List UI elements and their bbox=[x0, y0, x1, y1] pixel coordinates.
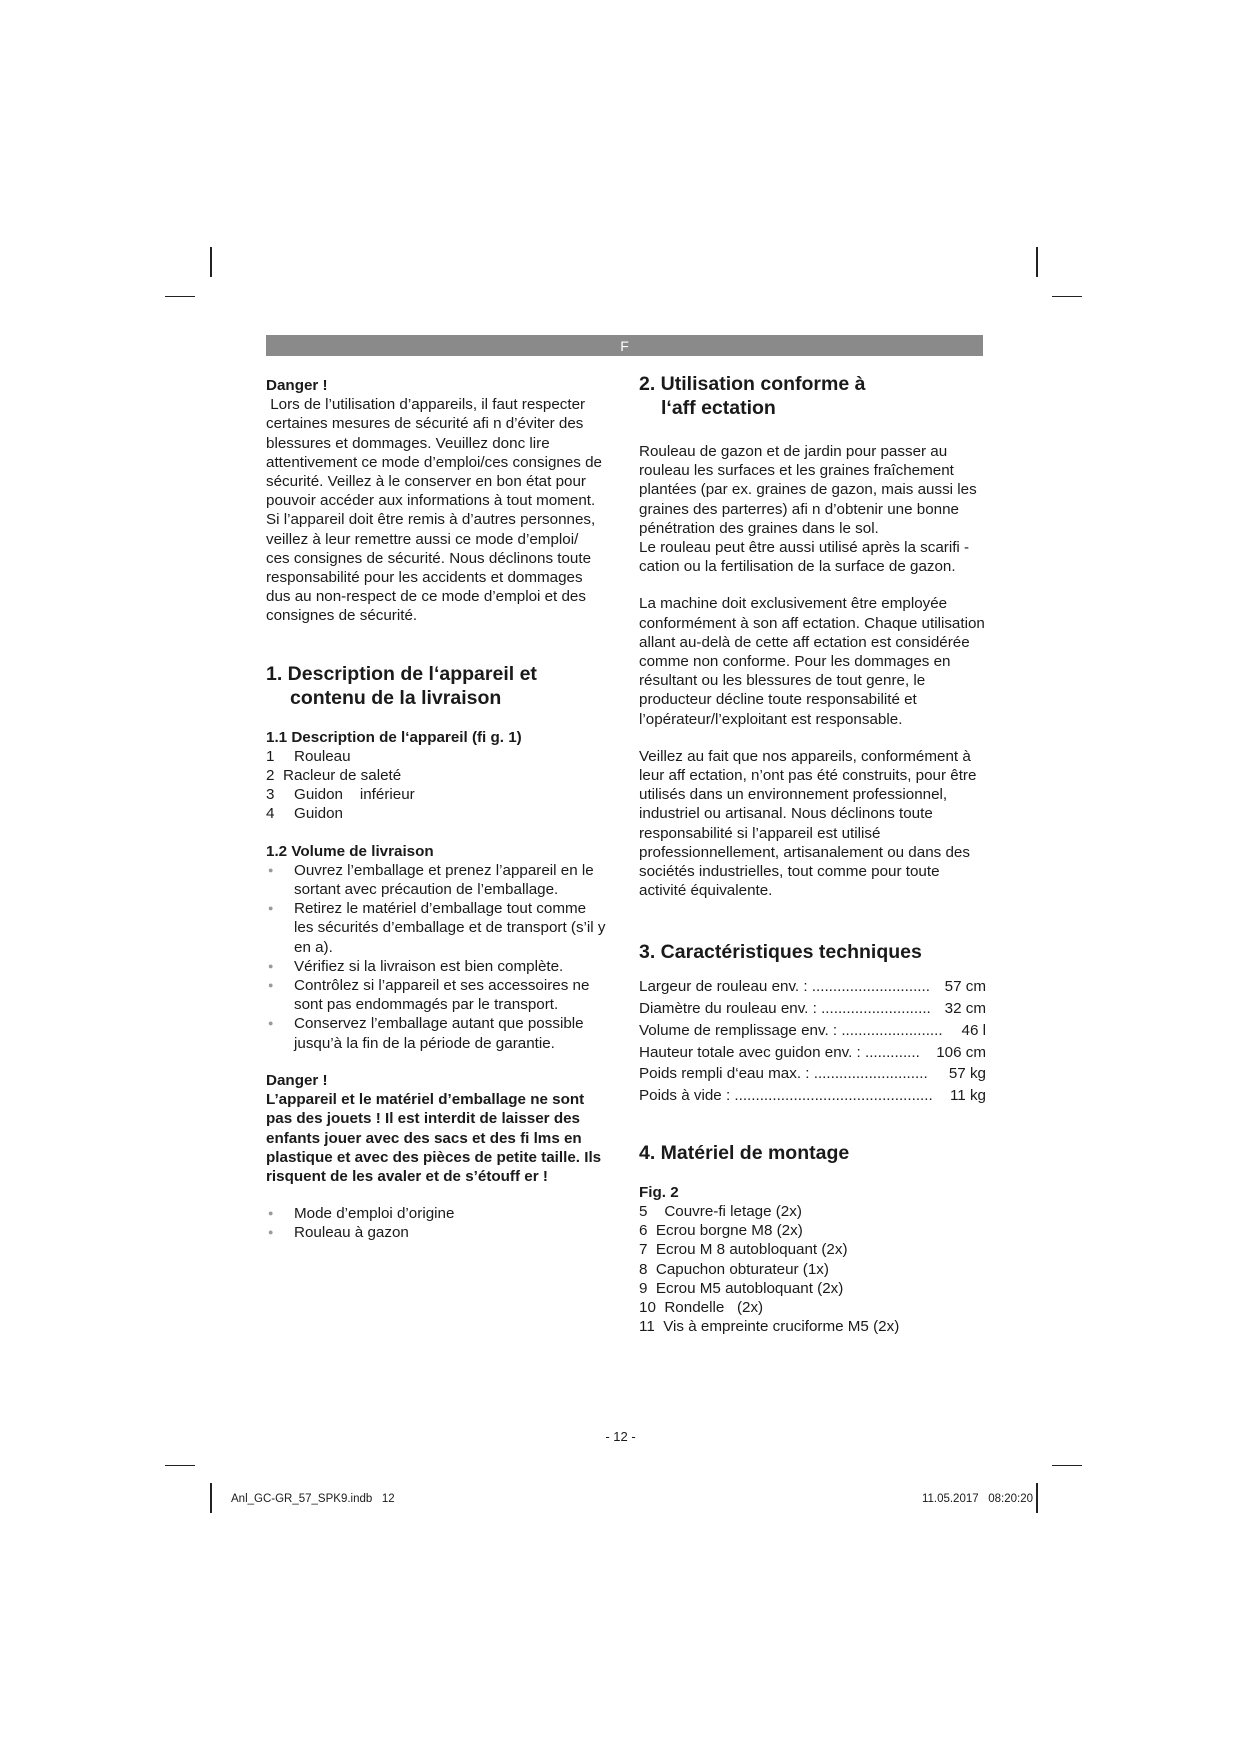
list-item: 1 Rouleau bbox=[266, 747, 351, 765]
list-item: 7 Ecrou M 8 autobloquant (2x) bbox=[639, 1241, 848, 1259]
list-item: ● Contrôlez si l’appareil et ses accessoires ne sont pas endommagés par le transport. bbox=[266, 976, 606, 1014]
table-row: Poids à vide : ............................................... 11 kg bbox=[639, 1086, 986, 1104]
list-item: 10 Rondelle (2x) bbox=[639, 1298, 764, 1316]
list-item: 2 Racleur de saleté bbox=[266, 767, 402, 785]
usage-paragraph: Veillez au fait que nos appareils, conformément à leur aff ectation, n’ont pas été construits, pour être utilisés dans un environnement professionnel, industriel ou artisanal. Nous déclinons toute responsabilité si l’appareil est utilisé professionnellement, artisanalement ou dans des sociétés industrielles, tout comme pour toute activité équivalente. bbox=[639, 747, 977, 900]
table-row: Poids rempli d‘eau max. : ........................... 57 kg bbox=[639, 1065, 986, 1083]
section-2-heading: 2. Utilisation conforme à l‘aff ectation bbox=[639, 373, 866, 419]
section-4-heading: 4. Matériel de montage bbox=[639, 1141, 850, 1164]
list-item: ● Rouleau à gazon bbox=[266, 1223, 606, 1242]
table-row: Hauteur totale avec guidon env. : ............. 106 cm bbox=[639, 1043, 986, 1061]
usage-paragraph: Rouleau de gazon et de jardin pour passer au rouleau les surfaces et les graines fraîchement plantées (par ex. graines de gazon, mais aussi les graines des parterres) afi n d’obtenir une bonne pénétration des graines dans le sol. bbox=[639, 443, 977, 537]
crop-mark bbox=[165, 1465, 195, 1466]
list-item: ● Mode d’emploi d’origine bbox=[266, 1204, 606, 1223]
list-item: 11 Vis à empreinte cruciforme M5 (2x) bbox=[639, 1318, 900, 1336]
subsection-1-1-heading: 1.1 Description de l‘appareil (fi g. 1) bbox=[266, 728, 522, 746]
print-timestamp: 11.05.2017 08:20:20 bbox=[921, 1493, 1033, 1505]
parts-list bbox=[266, 747, 606, 824]
list-item: ● Ouvrez l’emballage et prenez l’appareil en le sortant avec précaution de l’emballage. bbox=[266, 861, 606, 899]
list-item: ● Vérifiez si la livraison est bien complète. bbox=[266, 957, 606, 976]
delivery-checklist bbox=[266, 861, 606, 1053]
list-item: 9 Ecrou M5 autobloquant (2x) bbox=[639, 1279, 844, 1297]
figure-2-label: Fig. 2 bbox=[639, 1183, 679, 1201]
danger-text: Lors de l’utilisation d’appareils, il faut respecter certaines mesures de sécurité afi n d’éviter des blessures et dommages. Veuillez donc lire attentivement ce mode d’emploi/ces consignes de sécurité. Veillez à le conserver en bon état pour pouvoir accéder aux informations à tout moment. Si l’appareil doit être remis à d’autres personnes, veillez à leur remettre aussi ce mode d’emploi/ ces consignes de sécurité. Nous déclinons toute responsabilité pour les accidents et dommages dus au non-respect de ce mode d’emploi et des consignes de sécurité. bbox=[266, 396, 607, 625]
contents-list bbox=[266, 1204, 606, 1242]
crop-mark bbox=[210, 1483, 212, 1513]
left-column bbox=[266, 372, 606, 1243]
language-header-bar bbox=[266, 335, 983, 356]
usage-paragraph: La machine doit exclusivement être employée conformément à son aff ectation. Chaque utilisation allant au-delà de cette aff ectation est considérée comme non conforme. Pour les dommages en résultant ou les blessures de tout genre, le producteur décline toute responsabilité et l’opérateur/l’exploitant est responsable. bbox=[639, 595, 985, 728]
list-item: 6 Ecrou borgne M8 (2x) bbox=[639, 1222, 803, 1240]
list-item: 3 Guidon inférieur bbox=[266, 786, 415, 804]
section-1-heading: 1. Description de l‘appareil et contenu de la livraison bbox=[266, 662, 537, 709]
language-code: F bbox=[620, 338, 629, 354]
right-column bbox=[639, 372, 989, 1336]
specs-table bbox=[639, 976, 986, 1106]
list-item: ● Conservez l’emballage autant que possible jusqu’à la fin de la période de garantie. bbox=[266, 1014, 606, 1052]
list-item: 8 Capuchon obturateur (1x) bbox=[639, 1260, 829, 1278]
mounting-hardware-list bbox=[639, 1202, 989, 1336]
usage-paragraph: Le rouleau peut être aussi utilisé après la scarifi -cation ou la fertilisation de la surface de gazon. bbox=[639, 539, 970, 576]
table-row: Volume de remplissage env. : ........................ 46 l bbox=[639, 1021, 986, 1039]
danger-warning-text: L’appareil et le matériel d’emballage ne sont pas des jouets ! Il est interdit de laisser des enfants jouer avec des sacs et des fi lms en plastique et avec des pièces de petite taille. Ils risquent de les avaler et de s’étouff er ! bbox=[266, 1091, 602, 1185]
list-item: 5 Couvre-fi letage (2x) bbox=[639, 1202, 802, 1220]
table-row: Diamètre du rouleau env. : .......................... 32 cm bbox=[639, 1000, 986, 1018]
page-number: - 12 - bbox=[605, 1429, 636, 1444]
crop-mark bbox=[1052, 1465, 1082, 1466]
subsection-1-2-heading: 1.2 Volume de livraison bbox=[266, 842, 434, 860]
table-row: Largeur de rouleau env. : ............................ 57 cm bbox=[639, 978, 986, 996]
crop-mark bbox=[1052, 296, 1082, 297]
danger-title: Danger ! bbox=[266, 1071, 328, 1089]
crop-mark bbox=[1036, 247, 1038, 277]
crop-mark bbox=[1036, 1483, 1038, 1513]
crop-mark bbox=[165, 296, 195, 297]
list-item: 4 Guidon bbox=[266, 805, 343, 823]
section-3-heading: 3. Caractéristiques techniques bbox=[639, 941, 922, 964]
file-info: Anl_GC-GR_57_SPK9.indb 12 bbox=[231, 1493, 395, 1505]
danger-title: Danger ! bbox=[266, 377, 328, 394]
list-item: ● Retirez le matériel d’emballage tout comme les sécurités d’emballage et de transport (s’il y en a). bbox=[266, 899, 606, 957]
crop-mark bbox=[210, 247, 212, 277]
